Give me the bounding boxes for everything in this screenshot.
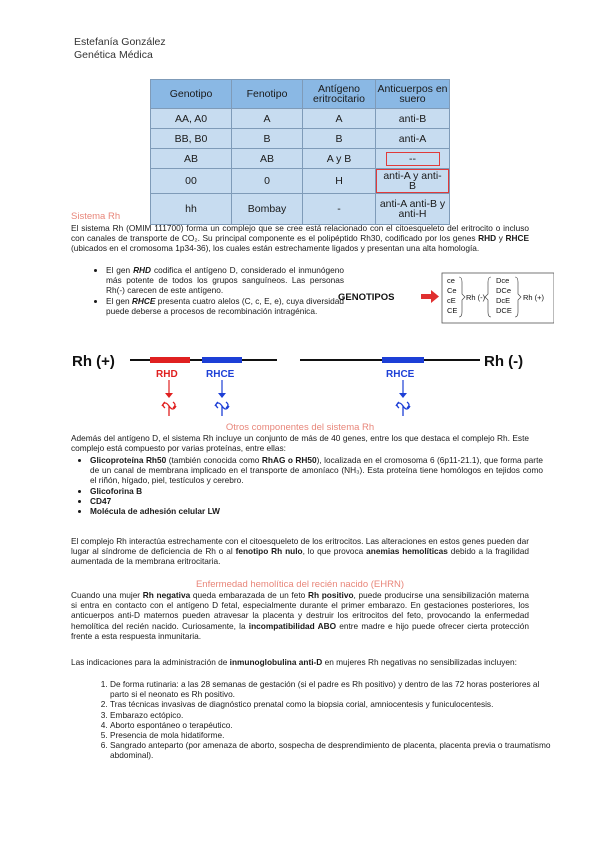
genotype-plus: DCE <box>496 306 512 315</box>
arrow-right-icon <box>421 290 439 303</box>
section-title-rh: Sistema Rh <box>71 211 121 222</box>
protein-icon <box>215 402 229 416</box>
list-item: 1. De forma rutinaria: a las 28 semanas de gestación (si el padre es Rh positivo) y dentro de las 72 horas posteriores al parto si el neonato es Rh positivo. <box>110 679 551 699</box>
gene-name: RHCE <box>505 233 530 244</box>
gene-name: RHD <box>478 233 497 244</box>
genotipos-diagram <box>338 266 554 326</box>
rh-intro-paragraph <box>71 223 529 254</box>
table-cell: anti-B <box>376 109 450 129</box>
table-header-cell: Antígeno eritrocitario <box>303 80 376 109</box>
componentes-intro <box>71 433 529 453</box>
list-item: 6. Sangrado anteparto (por amenaza de aborto, sospecha de desprendimiento de placenta, placenta previa o traumatismo abdominal). <box>110 740 551 760</box>
table-row <box>151 129 450 149</box>
table-header-cell: Fenotipo <box>232 80 303 109</box>
rh-negative-label: Rh (-) <box>466 293 486 302</box>
table-row <box>151 149 450 169</box>
gene-name: RHCE <box>131 295 156 306</box>
text-bold: inmunoglobulina anti-D <box>229 657 323 667</box>
table-cell: hh <box>151 194 232 225</box>
ehrn-paragraph <box>71 590 529 641</box>
indicaciones-list <box>88 679 551 761</box>
table-cell: A <box>232 109 303 129</box>
table-cell: B <box>232 129 303 149</box>
text-run: codifica el antígeno D, considerado el inmunógeno más potente de todos los grupos sanguíneos. Las personas Rh(-) carecen de este antígeno. <box>106 265 344 296</box>
rhce-label: RHCE <box>386 369 415 380</box>
rh-gene-bullets <box>92 265 344 316</box>
rhce-gene-block <box>382 357 424 363</box>
table-cell: 0 <box>232 169 303 194</box>
author-name: Estefanía González <box>74 36 166 48</box>
genotype-minus: CE <box>447 306 458 315</box>
table-row <box>151 109 450 129</box>
text-run: presenta cuatro alelos (C, c, E, e), cuya diversidad puede deberse a procesos de recombinación intragénica. <box>106 295 344 316</box>
text-run: Las indicaciones para la administración de <box>71 657 230 667</box>
table-cell: A <box>303 109 376 129</box>
blood-group-table <box>150 79 450 225</box>
rhce-gene-block <box>202 357 242 363</box>
table-header-cell: Anticuerpos en suero <box>376 80 450 109</box>
text-run: El gen <box>106 295 132 306</box>
text-run: y <box>496 233 506 244</box>
text-run: (ubicados en el cromosoma 1p34-36), los cuales están estrechamente ligados y presentan una alta homología. <box>71 243 480 254</box>
table-cell: AA, A0 <box>151 109 232 129</box>
table-cell: Bombay <box>232 194 303 225</box>
list-item <box>90 455 543 486</box>
text-run: , puede producirse una sensibilización materna si entra en contacto con el antígeno D fetal, especialmente durante el primer embarazo. En gestaciones posteriores, los anticuerpos anti-D maternos pueden atravesar la placenta y destruir los eritrocitos del feto, provocando la enfermedad hemolítica del recién nacido. Curiosamente, la <box>71 590 529 631</box>
genotype-plus: Dce <box>496 276 510 285</box>
text-run: queda embarazada de un feto <box>190 590 308 600</box>
protein-icon <box>396 402 410 416</box>
text-run: El gen <box>106 265 134 275</box>
indicaciones-paragraph <box>71 657 529 667</box>
genotype-plus: DCe <box>496 286 512 295</box>
highlighted-value: -- <box>386 152 440 166</box>
list-item: 3. Embarazo ectópico. <box>110 710 551 720</box>
table-header-cell: Genotipo <box>151 80 232 109</box>
table-row <box>151 169 450 194</box>
text-run: , lo que provoca <box>302 546 367 557</box>
genotype-minus: Ce <box>447 286 457 295</box>
list-item: 4. Aborto espontáneo o terapéutico. <box>110 720 551 730</box>
text-bold: Glicoforina B <box>90 485 143 496</box>
text-bold: fenotipo Rh nulo <box>235 546 303 557</box>
table-cell: B <box>303 129 376 149</box>
table-cell <box>376 169 450 194</box>
table-cell: BB, B0 <box>151 129 232 149</box>
text-bold: Rh negativa <box>142 590 191 600</box>
brace-icon <box>515 277 521 317</box>
table-cell: H <box>303 169 376 194</box>
list-item: 5. Presencia de mola hidatiforme. <box>110 730 551 740</box>
text-run: ), localizada en el cromosoma 6 (6p11-21.1), que forma parte de un canal de membrana implicado en el transporte de amoníaco (NH₃). Esta proteína tiene homólogos en tejidos como el riñón, hígado, piel, testículos y cerebro. <box>90 455 543 486</box>
section-title-ehrn: Enfermedad hemolítica del recién nacido (EHRN) <box>195 579 405 590</box>
rh-gene-diagram <box>72 344 532 422</box>
protein-icon <box>162 402 176 416</box>
text-run: debido a la fragilidad aumentada de la membrana eritrocitaria. <box>71 546 529 567</box>
text-run: (también conocida como <box>166 455 262 465</box>
table-row <box>151 194 450 225</box>
rh-negative-title: Rh (-) <box>484 353 524 370</box>
text-bold: incompatibilidad ABO <box>248 620 337 631</box>
table-cell: anti-A <box>376 129 450 149</box>
table-cell: A y B <box>303 149 376 169</box>
table-cell: - <box>303 194 376 225</box>
text-bold: RhAG o RH50 <box>261 455 317 465</box>
arrow-down-icon <box>165 380 173 398</box>
genotype-minus: ce <box>447 276 455 285</box>
table-cell <box>376 149 450 169</box>
text-run: Cuando una mujer <box>71 590 143 600</box>
list-item <box>90 506 543 516</box>
section-title-componentes: Otros componentes del sistema Rh <box>225 422 375 433</box>
text-run: El complejo Rh interactúa estrechamente con el citoesqueleto de los eritrocitos. Las alteraciones en estos genes pueden dar lugar al síndrome de deficiencia de Rh o al <box>71 536 529 557</box>
rh-positive-label: Rh (+) <box>523 293 545 302</box>
rhd-gene-block <box>150 357 190 363</box>
arrow-down-icon <box>218 380 226 398</box>
brace-icon <box>485 277 491 317</box>
table-header-row <box>151 80 450 109</box>
table-cell: AB <box>151 149 232 169</box>
genotipos-label: GENOTIPOS <box>338 292 395 303</box>
table-cell: anti-A anti-B y anti-H <box>376 194 450 225</box>
componentes-list <box>76 455 543 516</box>
rhce-label: RHCE <box>206 369 235 380</box>
genotype-plus: DcE <box>496 296 511 305</box>
table-cell: 00 <box>151 169 232 194</box>
genotype-minus: cE <box>447 296 456 305</box>
text-run: El sistema Rh (OMIM 111700) forma un complejo que se cree está relacionado con el citoesqueleto del eritrocito o incluso con canales de transporte de CO₂. Su principal componente es el polipéptido Rh30, codificado por los genes <box>71 223 529 244</box>
list-item <box>90 486 543 496</box>
document-header <box>74 36 166 62</box>
text-run: entre madre e hijo puede ofrecer cierta protección frente a esta respuesta inmunitaria. <box>71 620 529 641</box>
arrow-down-icon <box>399 380 407 398</box>
rhd-label: RHD <box>156 369 178 380</box>
text-bold: CD47 <box>90 495 112 506</box>
list-item <box>106 296 344 316</box>
text-bold: Glicoproteína Rh50 <box>90 455 167 465</box>
subject-name: Genética Médica <box>74 49 153 61</box>
gene-name: RHD <box>133 265 152 275</box>
text-bold: Molécula de adhesión celular LW <box>90 506 221 517</box>
complejo-paragraph <box>71 536 529 567</box>
brace-icon <box>459 277 465 317</box>
text-bold: anemias hemolíticas <box>366 546 448 557</box>
list-item: 2. Tras técnicas invasivas de diagnóstico prenatal como la biopsia corial, amniocentesis y funiculocentesis. <box>110 699 551 709</box>
table-cell: AB <box>232 149 303 169</box>
text-run: en mujeres Rh negativas no sensibilizadas incluyen: <box>322 657 517 667</box>
paragraph: Además del antígeno D, el sistema Rh incluye un conjunto de más de 40 genes, entre los que destaca el complejo Rh. Este complejo está compuesto por varias proteínas, entre ellas: <box>71 433 529 454</box>
rh-positive-title: Rh (+) <box>72 353 115 370</box>
list-item <box>106 265 344 296</box>
text-bold: Rh positivo <box>307 590 354 600</box>
list-item <box>90 496 543 506</box>
highlighted-value: anti-A y anti-B <box>376 169 449 193</box>
